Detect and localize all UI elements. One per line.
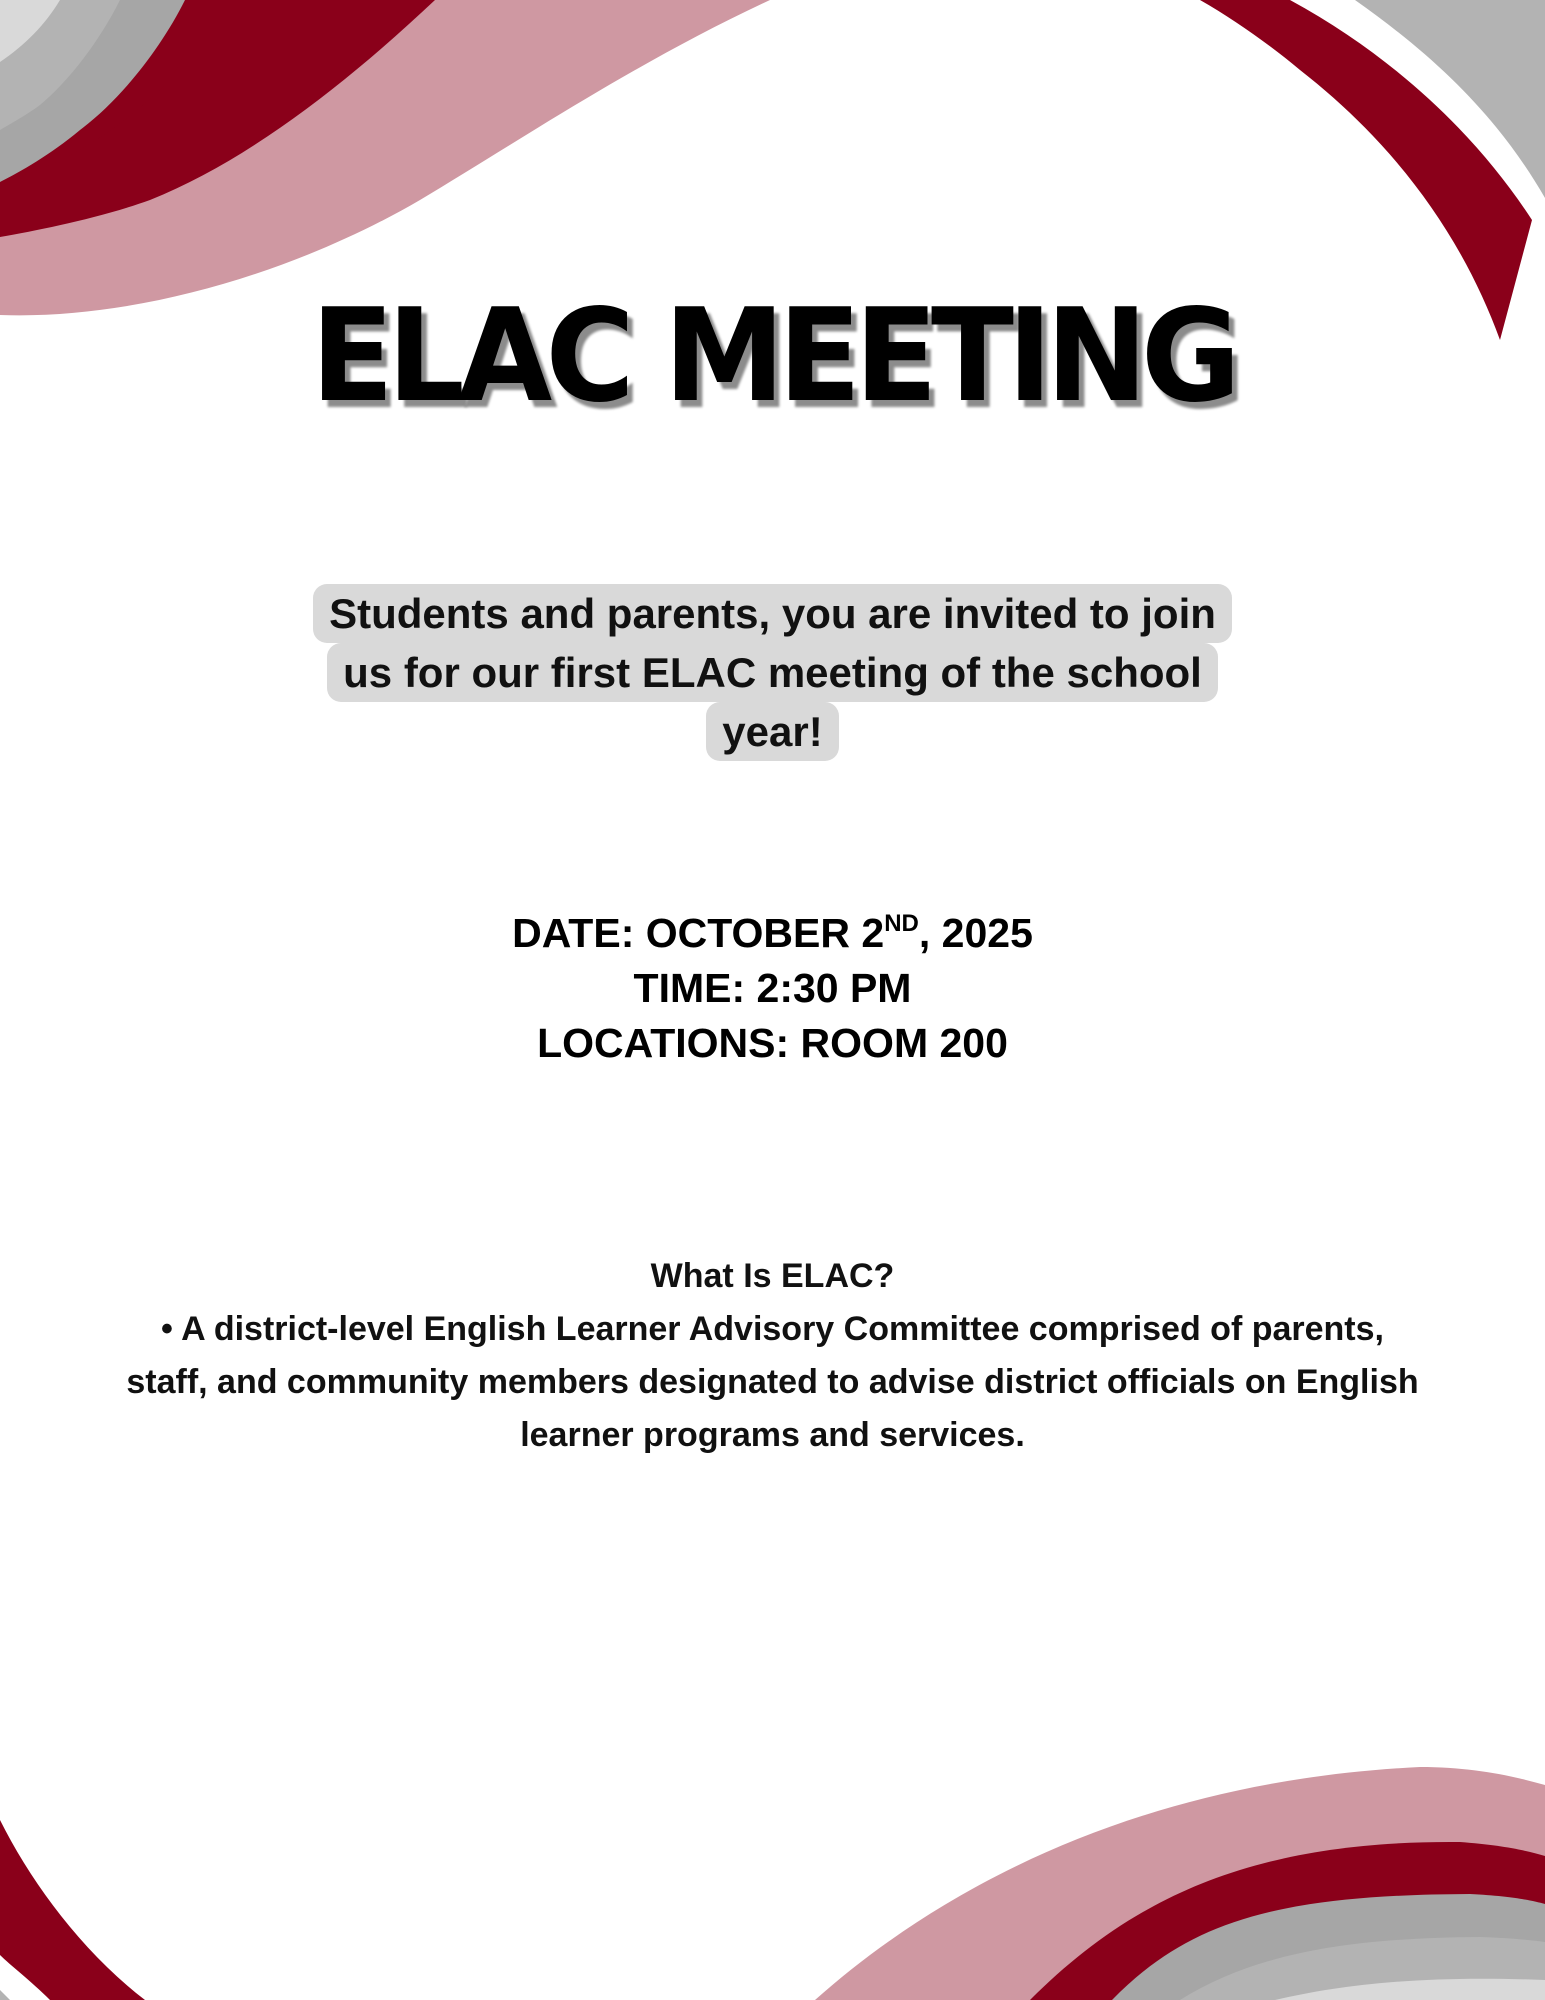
about-heading: What Is ELAC? bbox=[650, 1257, 895, 1295]
meeting-time: TIME: 2:30 PM bbox=[633, 965, 912, 1011]
wave-bottom-left-maroon bbox=[0, 1820, 145, 2000]
meeting-date: DATE: OCTOBER 2ND, 2025 bbox=[512, 910, 1033, 956]
invitation-text: Students and parents, you are invited to join us for our first ELAC meeting of the school year! bbox=[313, 584, 1232, 761]
meeting-details bbox=[0, 906, 1545, 1071]
date-ordinal-suffix: ND bbox=[884, 910, 919, 937]
meeting-location: LOCATIONS: ROOM 200 bbox=[537, 1020, 1008, 1066]
about-description: • A district-level English Learner Advisory Committee comprised of parents, staff, and community members designated to advise district officials on English learner programs and services. bbox=[126, 1310, 1419, 1454]
invitation-block bbox=[0, 584, 1545, 761]
wave-bottom-left-gray bbox=[0, 1990, 10, 2000]
about-section bbox=[0, 1250, 1545, 1462]
page-title: ELAC MEETING bbox=[310, 282, 1235, 431]
